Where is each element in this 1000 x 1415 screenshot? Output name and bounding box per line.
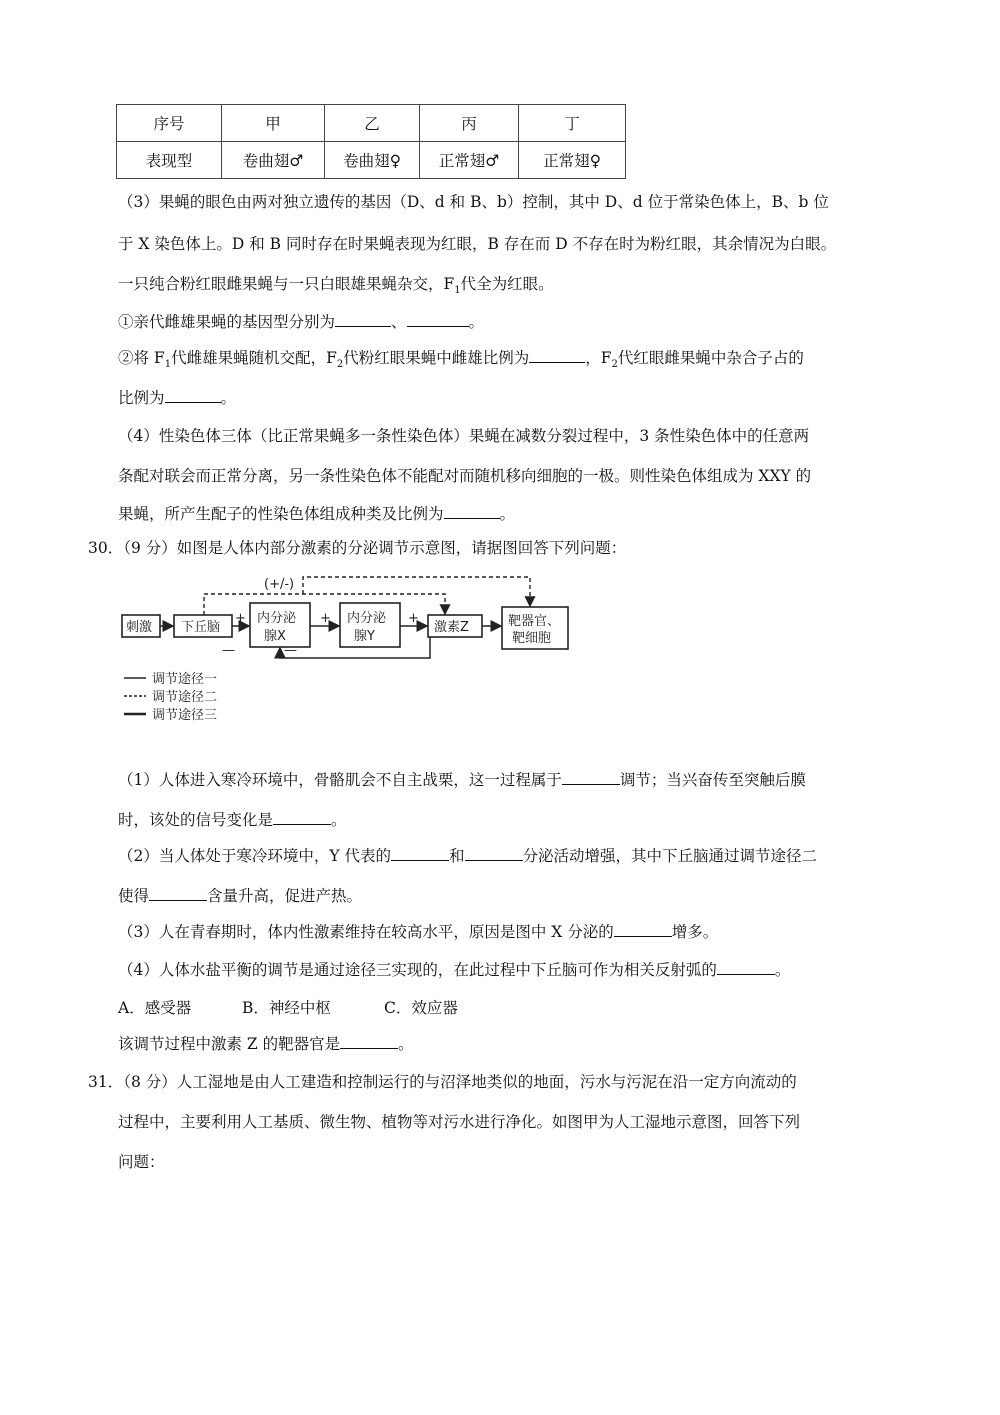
table-row — [117, 142, 626, 179]
q30-title: 30．（9 分）如图是人体内部分激素的分泌调节示意图，请据图回答下列问题： — [88, 539, 627, 557]
q3-line3 — [118, 272, 554, 296]
table-cell: 正常翅♂ — [420, 142, 519, 179]
q3-line2: 于 X 染色体上。D 和 B 同时存在时果蝇表现为红眼，B 存在而 D 不存在时为粉红眼，其余情况为白眼。 — [118, 235, 837, 253]
q30-sub1 — [118, 768, 806, 790]
table-header-cell: 丙 — [420, 105, 519, 142]
q3-part2-d: ，F — [585, 349, 612, 367]
q30-sub2 — [118, 844, 817, 866]
q30-sub2-a: （2）当人体处于寒冷环境中，Y 代表的 — [118, 847, 392, 865]
answer-blank[interactable] — [407, 312, 469, 327]
answer-blank[interactable] — [562, 770, 620, 785]
option-a[interactable]: A．感受器 — [118, 999, 192, 1017]
q31-line3: 问题： — [118, 1153, 165, 1171]
period: 。 — [331, 811, 347, 829]
q30-sub4-a: （4）人体水盐平衡的调节是通过途径三实现的，在此过程中下丘脑可作为相关反射弧的 — [118, 961, 717, 979]
answer-blank[interactable] — [335, 312, 391, 327]
pathway-two-feedback — [303, 577, 530, 606]
q4-line1: （4）性染色体三体（比正常果蝇多一条性染色体）果蝇在减数分裂过程中，3 条性染色体中的任意两 — [118, 427, 810, 445]
answer-blank[interactable] — [165, 388, 221, 403]
q3-part2-c: 代粉红眼果蝇中雌雄比例为 — [343, 349, 530, 367]
answer-blank[interactable] — [614, 922, 672, 937]
hormone-z-label: 激素Z — [434, 620, 469, 635]
q30-sub1-line2 — [118, 808, 347, 830]
table-row-label: 表现型 — [117, 142, 222, 179]
option-b[interactable]: B．神经中枢 — [242, 999, 331, 1017]
q30-options — [118, 996, 458, 1018]
q3-part1-text: ①亲代雌雄果蝇的基因型分别为 — [118, 313, 336, 331]
q30-sub3 — [118, 920, 718, 942]
subscript: 2 — [336, 359, 344, 371]
q31-line2: 过程中，主要利用人工基质、微生物、植物等对污水进行净化。如图甲为人工湿地示意图，回答下列 — [118, 1113, 801, 1131]
q30-sub4 — [118, 958, 790, 980]
q30-sub3-a: （3）人在青春期时，体内性激素维持在较高水平，原因是图中 X 分泌的 — [118, 923, 614, 941]
hormone-regulation-diagram — [118, 574, 588, 726]
q4-line3 — [118, 502, 515, 524]
legend-label: 调节途径一 — [152, 672, 218, 687]
q3-line1: （3）果蝇的眼色由两对独立遗传的基因（D、d 和 B、b）控制，其中 D、d 位于常染色体上，B、b 位 — [118, 193, 829, 211]
q30-sub1-b: 调节；当兴奋传至突触后膜 — [619, 771, 806, 789]
q30-sub2-d: 使得 — [118, 887, 150, 905]
plus-sign: + — [408, 611, 419, 626]
legend-label: 调节途径三 — [152, 708, 218, 723]
q3-part2-e: 代红眼雌果蝇中杂合子占的 — [617, 349, 804, 367]
target-label: 靶器官、 — [508, 614, 561, 629]
minus-sign: — — [284, 643, 297, 658]
q3-part2 — [118, 346, 804, 370]
table-header-cell: 甲 — [222, 105, 325, 142]
period: 。 — [220, 389, 237, 407]
q3-part2-a: ②将 F — [118, 349, 165, 367]
table-cell: 卷曲翅♀ — [325, 142, 420, 179]
q3-line3-end: 代全为红眼。 — [460, 275, 554, 293]
table-header-cell: 丁 — [519, 105, 626, 142]
table-header-cell: 序号 — [117, 105, 222, 142]
q4-line3-text: 果蝇，所产生配子的性染色体组成种类及比例为 — [118, 505, 444, 523]
q30-sub3-b: 增多。 — [671, 923, 719, 941]
gland-x-label: 内分泌 — [257, 611, 297, 626]
period: 。 — [774, 961, 791, 979]
stimulus-label: 刺激 — [126, 620, 153, 635]
subscript: 2 — [611, 359, 618, 371]
gland-x-label: 腺X — [264, 629, 286, 644]
phenotype-table — [116, 104, 626, 179]
gland-y-label: 内分泌 — [347, 611, 387, 626]
table-cell: 正常翅♀ — [519, 142, 626, 179]
gland-y-label: 腺Y — [354, 629, 375, 644]
q30-sub2-e: 含量升高，促进产热。 — [207, 887, 363, 905]
answer-blank[interactable] — [529, 348, 585, 363]
hypothalamus-label: 下丘脑 — [181, 620, 221, 635]
q31-line1: 31．（8 分）人工湿地是由人工建造和控制运行的与沼泽地类似的地面，污水与污泥在沿一定方向流动的 — [88, 1073, 797, 1091]
answer-blank[interactable] — [444, 504, 500, 519]
q30-sub1-a: （1）人体进入寒冷环境中，骨骼肌会不自主战栗，这一过程属于 — [118, 771, 562, 789]
minus-sign: — — [222, 643, 235, 658]
q3-part2-line2-text: 比例为 — [118, 389, 165, 407]
subscript: 1 — [164, 359, 172, 371]
q3-part2-line2 — [118, 386, 236, 408]
q3-line3-text: 一只纯合粉红眼雌果蝇与一只白眼雄果蝇杂交，F — [118, 275, 455, 293]
subscript: 1 — [454, 285, 461, 297]
legend-label: 调节途径二 — [152, 690, 218, 705]
period: 。 — [499, 505, 516, 523]
period: 。 — [398, 1035, 414, 1053]
table-cell: 卷曲翅♂ — [222, 142, 325, 179]
target-label: 靶细胞 — [512, 631, 552, 646]
q30-sub4-c: 该调节过程中激素 Z 的靶器官是 — [118, 1035, 341, 1053]
table-header-row — [117, 105, 626, 142]
period: 。 — [468, 313, 485, 331]
q30-sub2-b: 和 — [449, 847, 465, 865]
plus-sign: + — [235, 611, 246, 626]
q30-sub4-line2 — [118, 1032, 414, 1054]
q3-part1 — [118, 310, 484, 332]
answer-blank[interactable] — [717, 960, 775, 975]
plus-sign: + — [320, 611, 331, 626]
feedback-label: (+/-) — [264, 577, 295, 592]
q30-sub2-line2 — [118, 884, 362, 906]
table-header-cell: 乙 — [325, 105, 420, 142]
answer-blank[interactable] — [465, 846, 523, 861]
q3-part2-b: 代雌雄果蝇随机交配，F — [171, 349, 337, 367]
answer-blank[interactable] — [273, 810, 331, 825]
option-c[interactable]: C．效应器 — [384, 999, 458, 1017]
q4-line2: 条配对联会而正常分离，另一条性染色体不能配对而随机移向细胞的一极。则性染色体组成为 XXY 的 — [118, 467, 812, 485]
separator: 、 — [391, 313, 407, 331]
answer-blank[interactable] — [340, 1034, 398, 1049]
answer-blank[interactable] — [149, 886, 207, 901]
answer-blank[interactable] — [391, 846, 449, 861]
q30-sub2-c: 分泌活动增强，其中下丘脑通过调节途径二 — [522, 847, 818, 865]
q30-sub1-c: 时，该处的信号变化是 — [118, 811, 274, 829]
